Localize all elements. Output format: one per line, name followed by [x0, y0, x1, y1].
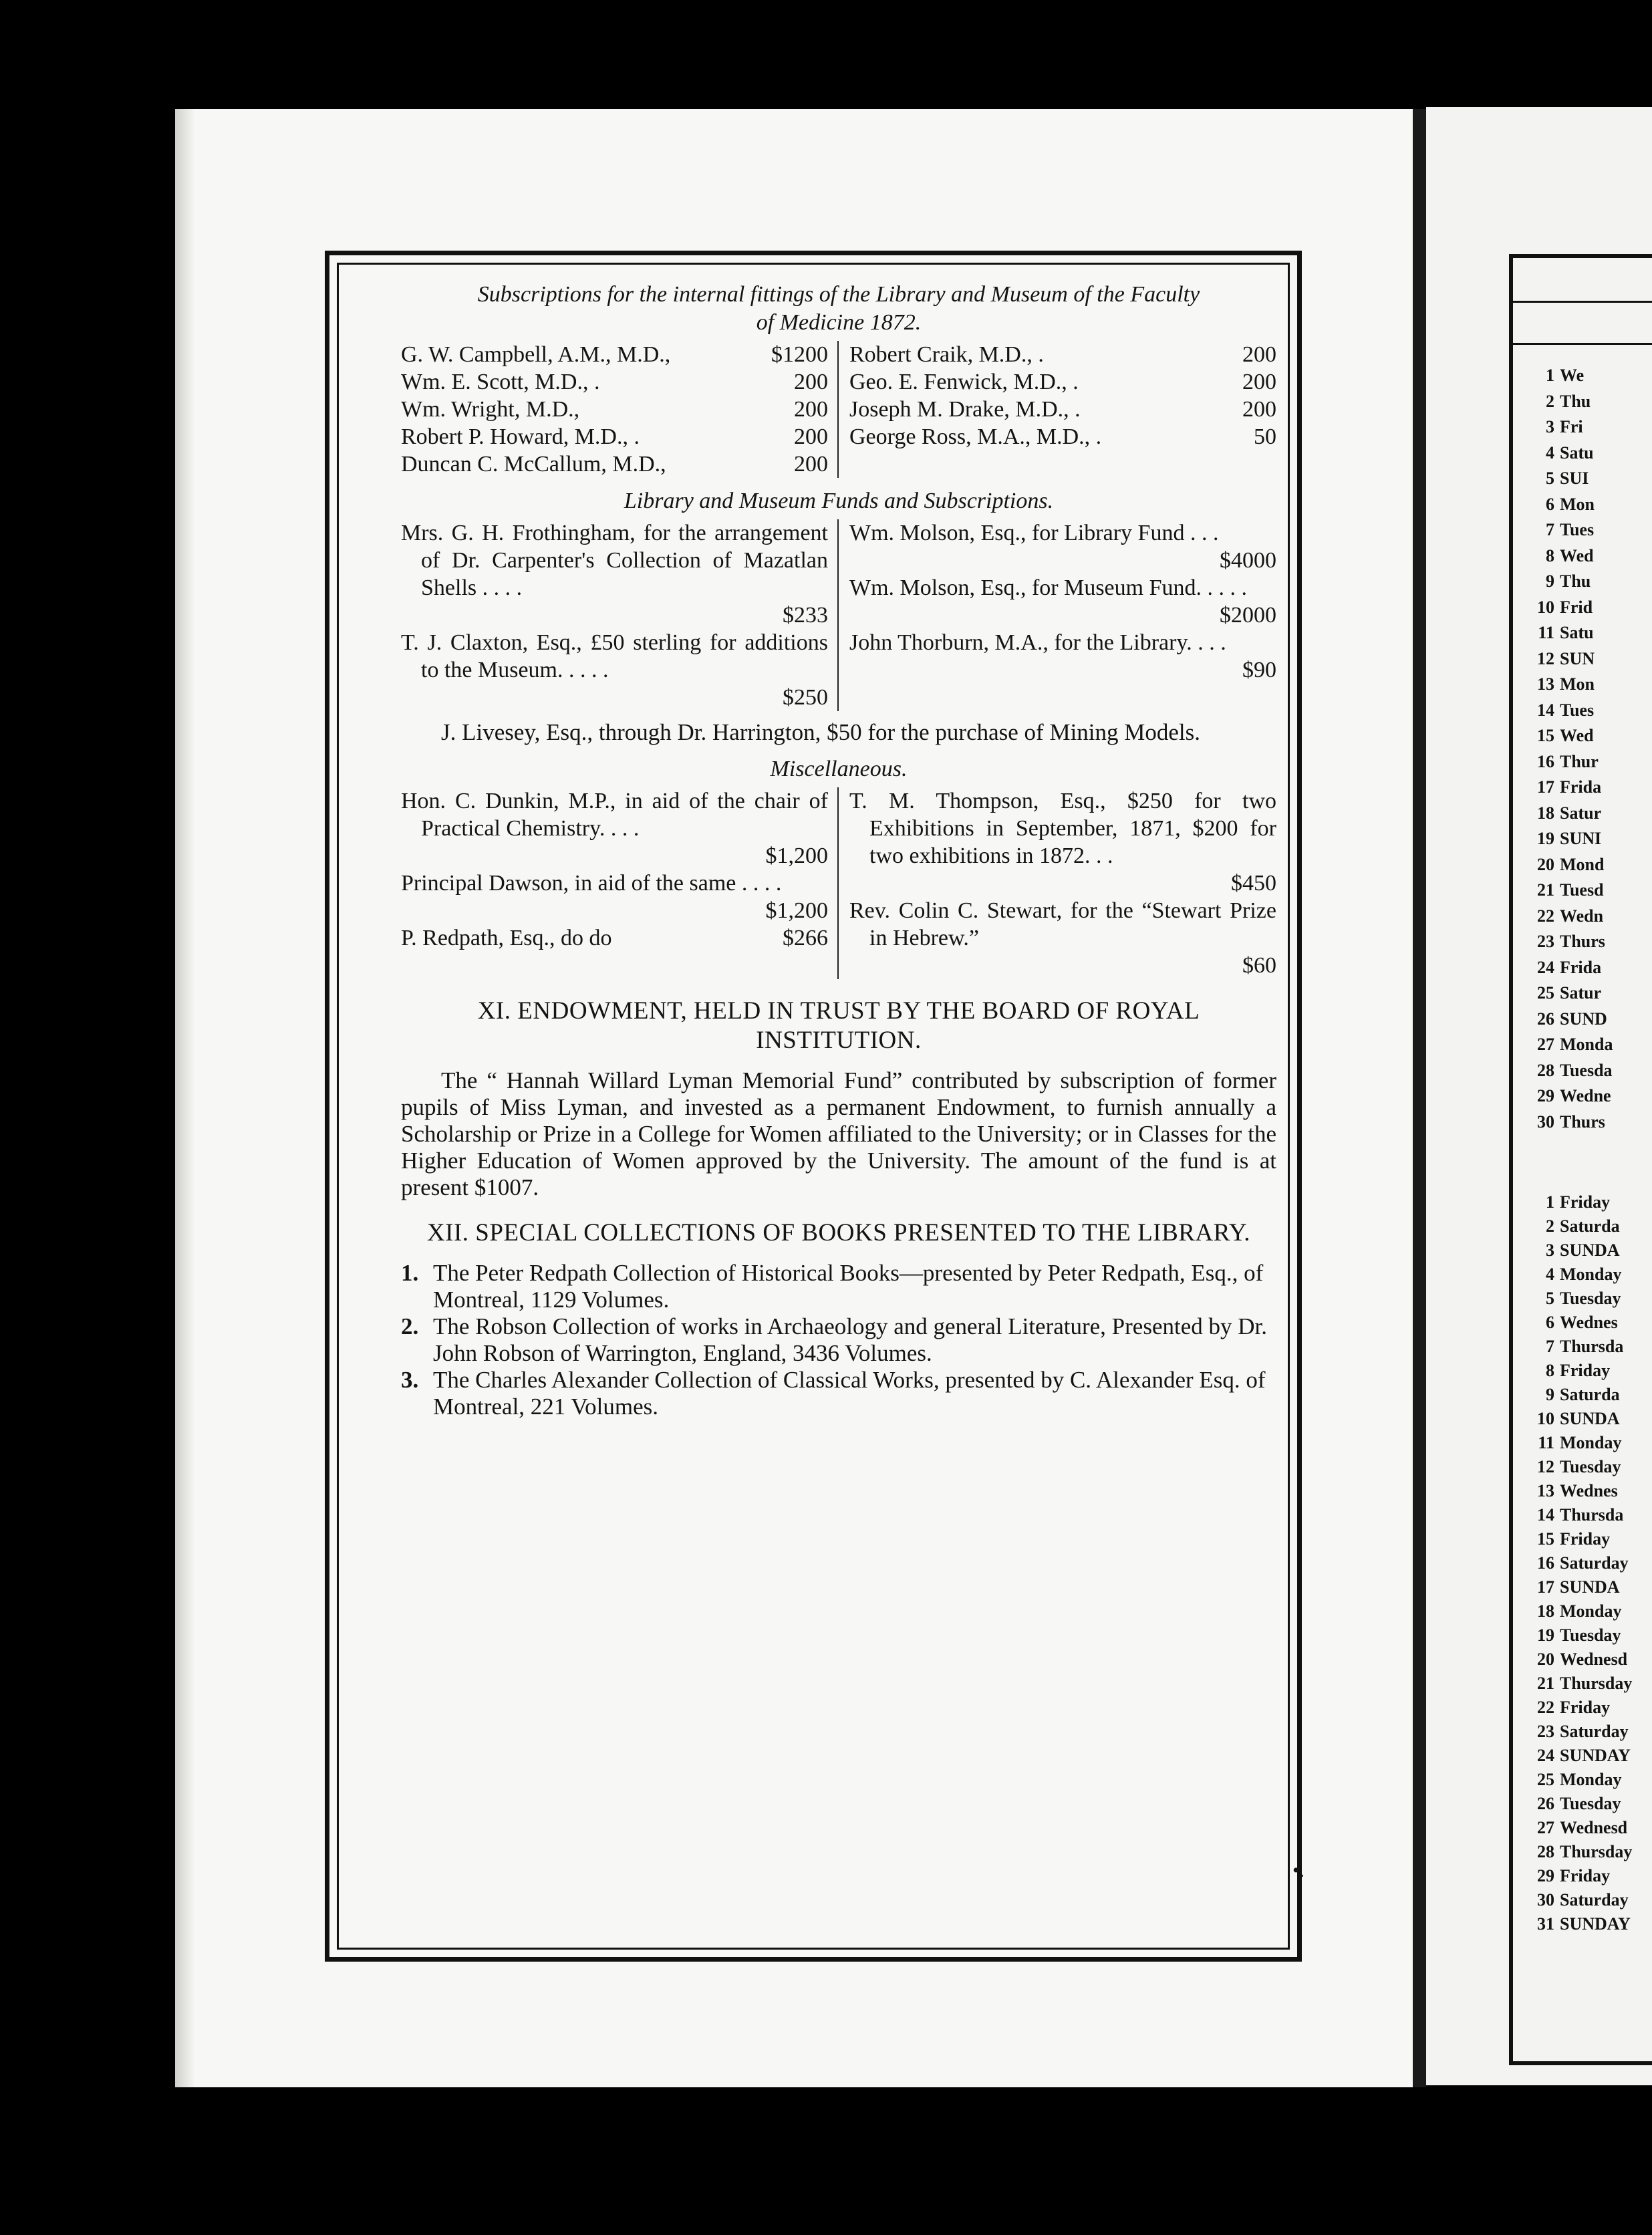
calendar-weekday: Tuesda — [1560, 1061, 1613, 1080]
amount: $233 — [783, 603, 828, 628]
calendar-row — [1516, 675, 1652, 694]
calendar-day-number: 12 — [1537, 649, 1554, 668]
facing-page-rules — [1513, 301, 1652, 345]
calendar-weekday: Wed — [1560, 546, 1594, 565]
calendar-row — [1516, 1035, 1652, 1054]
funds-left — [401, 519, 839, 711]
calendar-row — [1516, 1361, 1652, 1380]
calendar-weekday: Friday — [1560, 1193, 1611, 1212]
calendar-row — [1516, 572, 1652, 591]
amount: $1,200 — [765, 898, 828, 923]
calendar-row — [1516, 829, 1652, 848]
calendar-row — [1516, 1010, 1652, 1029]
calendar-weekday: Thu — [1560, 572, 1591, 591]
misc-left — [401, 787, 839, 979]
calendar-row — [1516, 984, 1652, 1003]
calendar-day-number: 14 — [1537, 1506, 1554, 1525]
calendar-row — [1516, 727, 1652, 745]
calendar-weekday: Saturday — [1560, 1554, 1629, 1573]
list-item: Geo. E. Fenwick, M.D., . 200 — [849, 370, 1276, 394]
calendar-day-number: 2 — [1546, 392, 1554, 411]
calendar-row — [1516, 1386, 1652, 1404]
misc-columns — [401, 787, 1276, 979]
calendar-weekday: Tuesday — [1560, 1458, 1621, 1476]
amount: $4000 — [1220, 548, 1276, 573]
page-edge — [175, 109, 194, 2087]
calendar-day-number: 14 — [1537, 700, 1554, 720]
calendar-row — [1516, 650, 1652, 668]
calendar-row — [1516, 495, 1652, 514]
calendar-weekday: Wedne — [1560, 1087, 1611, 1105]
calendar-day-number: 1 — [1546, 366, 1554, 385]
calendar-day-number: 4 — [1546, 1265, 1554, 1284]
list-item: Wm. E. Scott, M.D., . 200 — [401, 370, 828, 394]
calendar-weekday: Wedn — [1560, 906, 1604, 926]
calendar-day-number: 26 — [1537, 1795, 1554, 1813]
list-item: Robert Craik, M.D., . 200 — [849, 342, 1276, 367]
calendar-row — [1516, 1554, 1652, 1573]
calendar-weekday: Saturda — [1560, 1217, 1620, 1236]
calendar-weekday: Tuesd — [1560, 881, 1604, 900]
section-xi-heading: XI. ENDOWMENT, HELD IN TRUST BY THE BOARD OF ROYAL INSTITUTION. — [477, 997, 1200, 1054]
calendar-day-number: 17 — [1537, 778, 1554, 797]
calendar-weekday: Wednesd — [1560, 1819, 1628, 1837]
calendar-day-number: 27 — [1537, 1035, 1554, 1054]
misc-title: Miscellaneous. — [770, 757, 908, 781]
calendar-weekday: Mond — [1560, 855, 1605, 874]
calendar-day-number: 15 — [1537, 727, 1554, 745]
calendar-row — [1516, 1746, 1652, 1765]
calendar-day-number: 9 — [1546, 1386, 1554, 1404]
calendar-row — [1516, 1722, 1652, 1741]
list-item: Wm. Molson, Esq., for Museum Fund. . . . . — [849, 575, 1247, 600]
list-item: Robert P. Howard, M.D., . 200 — [401, 424, 828, 449]
calendar-day-number: 30 — [1537, 1891, 1554, 1910]
calendar-row — [1516, 366, 1652, 385]
subscriptions-right — [839, 341, 1276, 478]
calendar-row — [1516, 1482, 1652, 1500]
collection-item: 1. The Peter Redpath Collection of Historical Books—presented by Peter Redpath, Esq., of Montreal, 1129 Volumes. — [401, 1260, 1264, 1313]
calendar-row — [1516, 1891, 1652, 1910]
amount: $450 — [1231, 871, 1276, 896]
section-xi-body: The “ Hannah Willard Lyman Memorial Fund” contributed by subscription of former pupils of Miss Lyman, and invested as a permanent Endowment, to furnish annually a Scholarship or Prize in a College for Women affiliated to the University; or in Classes for the Higher Education of Women approved by the University. The amount of the fund is at present $1007. — [401, 1067, 1276, 1200]
calendar-weekday: Satu — [1560, 624, 1594, 642]
calendar-day-number: 24 — [1537, 958, 1554, 977]
calendar-weekday: Mon — [1560, 495, 1595, 514]
list-item: G. W. Campbell, A.M., M.D., $1200 — [401, 342, 828, 367]
calendar-day-number: 16 — [1537, 752, 1554, 771]
calendar-row — [1516, 547, 1652, 565]
calendar-day-number: 29 — [1537, 1087, 1554, 1105]
calendar-day-number: 10 — [1537, 1410, 1554, 1428]
calendar-row — [1516, 804, 1652, 823]
calendar-row — [1516, 753, 1652, 771]
calendar-weekday: Thursda — [1560, 1506, 1624, 1525]
calendar-day-number: 20 — [1537, 855, 1554, 874]
calendar-row — [1516, 1915, 1652, 1934]
calendar-day-number: 2 — [1546, 1217, 1554, 1236]
list-item: Duncan C. McCallum, M.D., 200 — [401, 452, 828, 477]
calendar-weekday: SUNDAY — [1560, 1746, 1631, 1765]
calendar-day-number: 1 — [1546, 1193, 1554, 1212]
calendar-weekday: Wednes — [1560, 1482, 1618, 1500]
calendar-row — [1516, 1193, 1652, 1212]
calendar-row — [1516, 907, 1652, 926]
calendar-weekday: Tuesday — [1560, 1626, 1621, 1645]
calendar-row — [1516, 624, 1652, 642]
list-item: Wm. Molson, Esq., for Library Fund . . . — [849, 521, 1219, 545]
calendar-day-number: 28 — [1537, 1843, 1554, 1861]
calendar-row — [1516, 392, 1652, 411]
calendar-day-number: 29 — [1537, 1867, 1554, 1885]
calendar-day-number: 25 — [1537, 1770, 1554, 1789]
calendar-row — [1516, 1819, 1652, 1837]
subscriptions-title-2: of Medicine 1872. — [756, 310, 922, 335]
calendar-weekday: SUI — [1560, 469, 1589, 488]
calendar-row — [1516, 1313, 1652, 1332]
calendar-row — [1516, 1265, 1652, 1284]
calendar-weekday: Thurs — [1560, 1112, 1605, 1132]
list-item: Mrs. G. H. Frothingham, for the arrangement of Dr. Carpenter's Collection of Mazatlan Shells . . . . — [401, 521, 828, 600]
calendar-weekday: Wed — [1560, 727, 1594, 745]
calendar-weekday: Frid — [1560, 598, 1593, 617]
list-item: Wm. Wright, M.D., 200 — [401, 397, 828, 422]
calendar-day-number: 8 — [1546, 1361, 1554, 1380]
calendar-day-number: 13 — [1537, 675, 1554, 694]
amount: $90 — [1242, 658, 1276, 682]
calendar-day-number: 17 — [1537, 1578, 1554, 1597]
calendar-weekday: Tues — [1560, 521, 1595, 539]
page-content — [401, 281, 1276, 1420]
calendar-day-number: 8 — [1546, 546, 1554, 565]
calendar-row — [1516, 1843, 1652, 1861]
calendar-day-number: 6 — [1546, 495, 1554, 514]
calendar-row — [1516, 1113, 1652, 1132]
calendar-weekday: Thursday — [1560, 1843, 1633, 1861]
calendar-day-number: 22 — [1537, 1698, 1554, 1717]
list-item: T. J. Claxton, Esq., £50 sterling for additions to the Museum. . . . . — [401, 630, 828, 682]
calendar-weekday: Monday — [1560, 1602, 1622, 1621]
calendar-row — [1516, 1867, 1652, 1885]
calendar-row — [1516, 1217, 1652, 1236]
collection-item: 2. The Robson Collection of works in Archaeology and general Literature, Presented by Dr. John Robson of Warrington, England, 3436 Volumes. — [401, 1313, 1268, 1366]
amount: $1,200 — [765, 843, 828, 868]
calendar-day-number: 3 — [1546, 418, 1554, 436]
calendar-weekday: Thu — [1560, 392, 1591, 411]
calendar-weekday: Thursda — [1560, 1337, 1624, 1356]
calendar-weekday: Wednes — [1560, 1313, 1618, 1332]
subscriptions-left — [401, 341, 839, 478]
list-item: T. M. Thompson, Esq., $250 for two Exhibitions in September, 1871, $200 for two exhibitions in 1872. . . — [849, 789, 1276, 868]
calendar-day-number: 7 — [1546, 521, 1554, 539]
calendar-weekday: SUNDA — [1560, 1578, 1620, 1597]
calendar-row — [1516, 932, 1652, 951]
calendar-day-number: 19 — [1537, 1626, 1554, 1645]
calendar-day-number: 20 — [1537, 1650, 1554, 1669]
calendar-day-number: 5 — [1546, 469, 1554, 488]
calendar-day-number: 7 — [1546, 1337, 1554, 1356]
calendar-row — [1516, 1458, 1652, 1476]
calendar-day-number: 21 — [1537, 1674, 1554, 1693]
calendar-weekday: Monday — [1560, 1265, 1622, 1284]
calendar-row — [1516, 1698, 1652, 1717]
calendar-row — [1516, 1061, 1652, 1080]
calendar-weekday: Saturday — [1560, 1891, 1629, 1910]
list-item: P. Redpath, Esq., do do $266 — [401, 926, 828, 950]
calendar-day-number: 25 — [1537, 984, 1554, 1003]
book-gutter — [1413, 109, 1426, 2087]
calendar-day-number: 10 — [1537, 598, 1554, 617]
amount: $2000 — [1220, 603, 1276, 628]
calendar-row — [1516, 1506, 1652, 1525]
misc-right — [839, 787, 1276, 979]
amount: $60 — [1242, 953, 1276, 978]
calendar-row — [1516, 469, 1652, 488]
calendar-weekday: Thurs — [1560, 932, 1605, 951]
funds-title: Library and Museum Funds and Subscriptions. — [624, 489, 1054, 513]
calendar-day-number: 27 — [1537, 1819, 1554, 1837]
calendar-weekday: Tuesday — [1560, 1795, 1621, 1813]
calendar-day-number: 9 — [1546, 572, 1554, 591]
collection-item: 3. The Charles Alexander Collection of Classical Works, presented by C. Alexander Esq. of Montreal, 221 Volumes. — [401, 1367, 1266, 1420]
amount: $250 — [783, 685, 828, 710]
calendar-weekday: Thur — [1560, 752, 1599, 771]
funds-right — [839, 519, 1276, 711]
section-xii-heading: XII. SPECIAL COLLECTIONS OF BOOKS PRESENTED TO THE LIBRARY. — [426, 1219, 1251, 1246]
calendar-row — [1516, 856, 1652, 874]
calendar-day-number: 13 — [1537, 1482, 1554, 1500]
calendar-weekday: Frida — [1560, 958, 1602, 977]
calendar-weekday: Friday — [1560, 1698, 1611, 1717]
subscriptions-title-1: Subscriptions for the internal fittings of the Library and Museum of the Faculty — [477, 282, 1200, 307]
calendar-weekday: SUN — [1560, 649, 1595, 668]
calendar-weekday: SUNDA — [1560, 1410, 1620, 1428]
calendar-day-number: 21 — [1537, 881, 1554, 900]
calendar-weekday: Tues — [1560, 700, 1595, 720]
calendar-day-number: 4 — [1546, 443, 1554, 463]
calendar-row — [1516, 418, 1652, 436]
calendar-weekday: Saturday — [1560, 1722, 1629, 1741]
calendar-day-number: 16 — [1537, 1554, 1554, 1573]
calendar-row — [1516, 701, 1652, 720]
calendar-day-number: 26 — [1537, 1009, 1554, 1029]
calendar-row — [1516, 1337, 1652, 1356]
calendar-weekday: SUNI — [1560, 829, 1602, 848]
calendar-row — [1516, 881, 1652, 900]
calendar-day-number: 18 — [1537, 1602, 1554, 1621]
calendar-day-number: 24 — [1537, 1746, 1554, 1765]
calendar-row — [1516, 1602, 1652, 1621]
calendar-weekday: Fri — [1560, 418, 1583, 436]
calendar-weekday: SUNDAY — [1560, 1915, 1631, 1934]
list-item: John Thorburn, M.A., for the Library. . . . — [849, 630, 1226, 655]
calendar-day-number: 22 — [1537, 906, 1554, 926]
livesey-note: J. Livesey, Esq., through Dr. Harrington, $50 for the purchase of Mining Models. — [441, 719, 1201, 745]
calendar-weekday: Thursday — [1560, 1674, 1633, 1693]
calendar-row — [1516, 1530, 1652, 1549]
calendar-row — [1516, 1434, 1652, 1452]
calendar-day-number: 23 — [1537, 1722, 1554, 1741]
calendar-weekday: Friday — [1560, 1867, 1611, 1885]
calendar-weekday: We — [1560, 366, 1585, 385]
calendar-weekday: Friday — [1560, 1530, 1611, 1549]
calendar-day-number: 28 — [1537, 1061, 1554, 1080]
list-item: Rev. Colin C. Stewart, for the “Stewart Prize in Hebrew.” — [849, 898, 1276, 950]
calendar-day-number: 31 — [1537, 1915, 1554, 1934]
calendar-weekday: Satur — [1560, 984, 1602, 1003]
calendar-row — [1516, 598, 1652, 617]
calendar-row — [1516, 1626, 1652, 1645]
calendar-row — [1516, 958, 1652, 977]
calendar-day-number: 18 — [1537, 803, 1554, 823]
calendar-weekday: Monday — [1560, 1434, 1622, 1452]
calendar-row — [1516, 1674, 1652, 1693]
calendar-day-number: 3 — [1546, 1241, 1554, 1260]
calendar-weekday: SUND — [1560, 1009, 1607, 1029]
calendar-weekday: Satu — [1560, 443, 1594, 463]
list-item: Hon. C. Dunkin, M.P., in aid of the chair of Practical Chemistry. . . . — [401, 789, 828, 841]
calendar-row — [1516, 1087, 1652, 1105]
calendar-weekday: Monday — [1560, 1770, 1622, 1789]
calendar-weekday: Wednesd — [1560, 1650, 1628, 1669]
calendar-weekday: Tuesday — [1560, 1289, 1621, 1308]
calendar-row — [1516, 1650, 1652, 1669]
footer-mark: •. — [1292, 1859, 1305, 1881]
calendar-row — [1516, 1410, 1652, 1428]
calendar-row — [1516, 444, 1652, 463]
calendar-day-number: 6 — [1546, 1313, 1554, 1332]
calendar-weekday: Friday — [1560, 1361, 1611, 1380]
list-item: Joseph M. Drake, M.D., . 200 — [849, 397, 1276, 422]
funds-columns — [401, 519, 1276, 711]
calendar-day-number: 11 — [1538, 1434, 1554, 1452]
list-item: Principal Dawson, in aid of the same . . . . — [401, 871, 782, 896]
calendar-weekday: SUNDA — [1560, 1241, 1620, 1260]
calendar-day-number: 23 — [1537, 932, 1554, 951]
calendar-weekday: Monda — [1560, 1035, 1613, 1054]
calendar-row — [1516, 778, 1652, 797]
calendar-row — [1516, 1289, 1652, 1308]
calendar-day-number: 12 — [1537, 1458, 1554, 1476]
calendar-day-number: 5 — [1546, 1289, 1554, 1308]
list-item: George Ross, M.A., M.D., . 50 — [849, 424, 1276, 449]
calendar-row — [1516, 521, 1652, 539]
calendar-weekday: Satur — [1560, 803, 1602, 823]
calendar-day-number: 11 — [1538, 624, 1554, 642]
calendar-weekday: Frida — [1560, 778, 1602, 797]
calendar-day-number: 19 — [1537, 829, 1554, 848]
calendar-row — [1516, 1795, 1652, 1813]
calendar-row — [1516, 1770, 1652, 1789]
calendar-day-number: 30 — [1537, 1112, 1554, 1132]
calendar-row — [1516, 1241, 1652, 1260]
calendar-day-number: 15 — [1537, 1530, 1554, 1549]
subscriptions-columns — [401, 341, 1276, 478]
calendar-weekday: Mon — [1560, 675, 1595, 694]
calendar-row — [1516, 1578, 1652, 1597]
calendar-weekday: Saturda — [1560, 1386, 1620, 1404]
